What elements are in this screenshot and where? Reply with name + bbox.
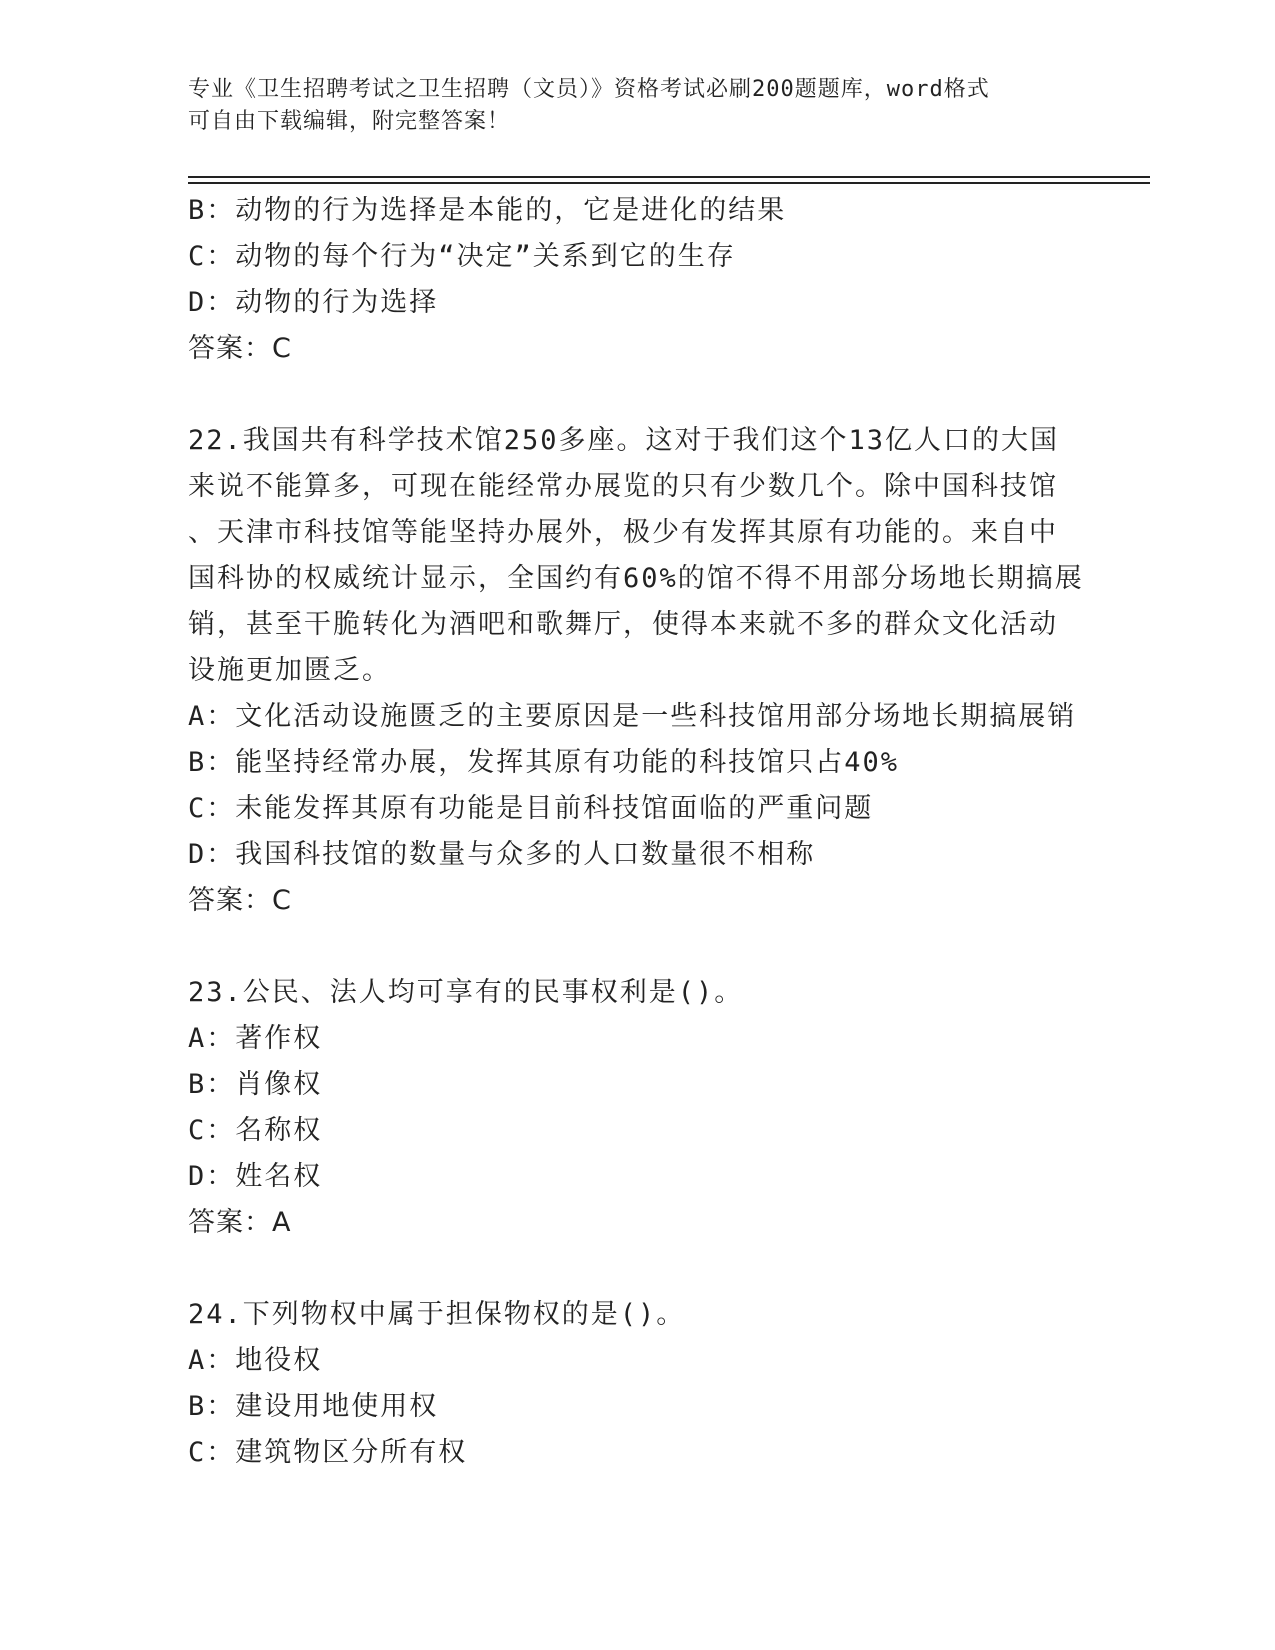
option-b: B：建设用地使用权 — [188, 1391, 439, 1422]
option-c: C：建筑物区分所有权 — [188, 1437, 468, 1468]
question-23 — [188, 970, 1088, 1246]
option-d: D：我国科技馆的数量与众多的人口数量很不相称 — [188, 839, 816, 870]
option-a: A：著作权 — [188, 1023, 323, 1054]
question-stem-line: 来说不能算多，可现在能经常办展览的只有少数几个。除中国科技馆 — [188, 471, 1058, 502]
option-c: C：未能发挥其原有功能是目前科技馆面临的严重问题 — [188, 793, 874, 824]
question-stem-line: 国科协的权威统计显示，全国约有60%的馆不得不用部分场地长期搞展 — [188, 563, 1084, 594]
header-divider-top — [188, 176, 1150, 178]
document-header — [188, 74, 1088, 138]
question-24 — [188, 1292, 1088, 1476]
question-stem-line: 设施更加匮乏。 — [188, 655, 391, 686]
header-title-line-1: 专业《卫生招聘考试之卫生招聘（文员）》资格考试必刷200题题库，word格式 — [188, 77, 990, 102]
option-d: D：姓名权 — [188, 1161, 323, 1192]
option-a: A：文化活动设施匮乏的主要原因是一些科技馆用部分场地长期搞展销 — [188, 701, 1077, 732]
option-c: C：名称权 — [188, 1115, 323, 1146]
answer: 答案：C — [188, 885, 292, 916]
header-divider-bottom — [188, 182, 1150, 184]
question-stem-line: 、天津市科技馆等能坚持办展外，极少有发挥其原有功能的。来自中 — [188, 517, 1058, 548]
option-c: C：动物的每个行为“决定”关系到它的生存 — [188, 241, 736, 272]
question-22 — [188, 418, 1088, 924]
option-b: B：肖像权 — [188, 1069, 323, 1100]
option-b: B：动物的行为选择是本能的，它是进化的结果 — [188, 195, 787, 226]
header-title-line-2: 可自由下载编辑，附完整答案！ — [188, 109, 511, 134]
option-b: B：能坚持经常办展，发挥其原有功能的科技馆只占40% — [188, 747, 900, 778]
spacer — [188, 1246, 1088, 1292]
question-21 — [188, 188, 1088, 372]
question-stem-line: 销，甚至干脆转化为酒吧和歌舞厅，使得本来就不多的群众文化活动 — [188, 609, 1058, 640]
question-stem: 24.下列物权中属于担保物权的是()。 — [188, 1299, 686, 1330]
question-list — [188, 188, 1088, 1476]
question-stem-line: 22.我国共有科学技术馆250多座。这对于我们这个13亿人口的大国 — [188, 425, 1060, 456]
option-d: D：动物的行为选择 — [188, 287, 439, 318]
spacer — [188, 924, 1088, 970]
option-a: A：地役权 — [188, 1345, 323, 1376]
answer: 答案：A — [188, 1207, 292, 1238]
question-stem: 23.公民、法人均可享有的民事权利是()。 — [188, 977, 744, 1008]
answer: 答案：C — [188, 333, 292, 364]
spacer — [188, 372, 1088, 418]
